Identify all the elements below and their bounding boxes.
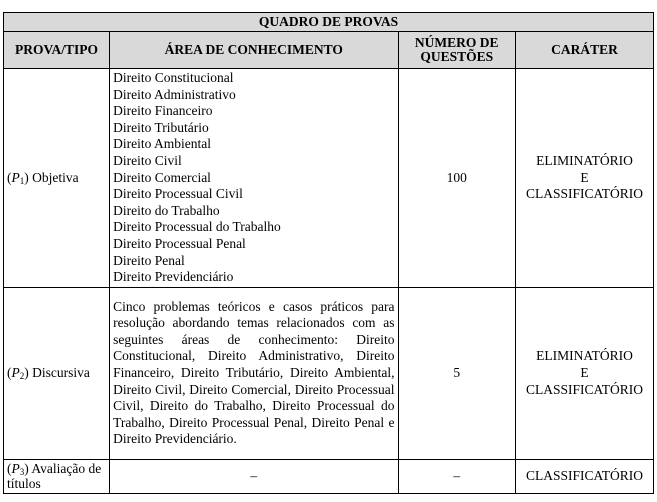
header-carater: CARÁTER	[515, 32, 653, 69]
prova-p: P	[11, 461, 20, 477]
header-area: ÁREA DE CONHECIMENTO	[110, 32, 398, 69]
list-item: Direito do Trabalho	[113, 202, 220, 218]
list-item: Direito Processual Civil	[113, 186, 243, 202]
carater-cell: ELIMINATÓRIO E CLASSIFICATÓRIO	[515, 287, 653, 459]
table-title: QUADRO DE PROVAS	[4, 13, 654, 32]
list-item: Direito Administrativo	[113, 86, 236, 102]
header-row	[4, 32, 654, 69]
area-description-cell: Cinco problemas teóricos e casos práticos para resolução abordando temas relacionados com as seguintes áreas de conhecimento: Direito Constitucional, Direito Administrativo, Direito Financeiro, Direito Tributário, Direito Ambiental, Direito Civil, Direito Comercial, Direito Processual Civil, Direito do Trabalho, Direito Processual do Trabalho, Direito Processual Penal, Direito Penal e Direito Previdenciário.	[110, 287, 398, 459]
numero-cell: 5	[398, 287, 515, 459]
prova-tipo-label: ) Discursiva	[24, 364, 90, 380]
prova-tipo-label: ) Objetiva	[24, 169, 79, 185]
list-item: Direito Penal	[113, 252, 185, 268]
table-row	[4, 69, 654, 288]
header-numero-line1: NÚMERO DE	[414, 35, 499, 50]
list-item: Direito Tributário	[113, 119, 209, 135]
area-list-cell	[110, 69, 398, 288]
prova-tipo-cell: $(P_3)$ Avaliação de títulos	[4, 459, 110, 493]
prova-tipo-cell: $(P_2)$ Discursiva	[4, 287, 110, 459]
header-numero-line2: QUESTÕES	[420, 49, 494, 64]
prova-subscript: 1	[19, 175, 25, 186]
list-item: Direito Ambiental	[113, 136, 211, 152]
list-item: Direito Financeiro	[113, 103, 213, 119]
table-row	[4, 459, 654, 493]
list-item: Direito Constitucional	[113, 70, 234, 85]
prova-subscript: 2	[19, 370, 25, 381]
header-numero	[398, 32, 515, 69]
list-item: Direito Comercial	[113, 169, 211, 185]
carater-cell: CLASSIFICATÓRIO	[515, 459, 653, 493]
quadro-de-provas-table	[3, 12, 654, 494]
carater-cell: ELIMINATÓRIO E CLASSIFICATÓRIO	[515, 69, 653, 288]
list-item: Direito Previdenciário	[113, 269, 234, 285]
list-item: Direito Processual Penal	[113, 235, 246, 251]
numero-cell: 100	[398, 69, 515, 288]
prova-tipo-cell: $(P_1)$ Objetiva	[4, 69, 110, 288]
list-item: Direito Civil	[113, 152, 182, 168]
prova-p: P	[11, 364, 20, 380]
area-description-cell: –	[110, 459, 398, 493]
prova-subscript: 3	[19, 467, 25, 478]
prova-p: P	[11, 169, 20, 185]
numero-cell: –	[398, 459, 515, 493]
prova-tipo-label: ) Avaliação de títulos	[7, 461, 102, 492]
header-prova-tipo: PROVA/TIPO	[4, 32, 110, 69]
list-item: Direito Processual do Trabalho	[113, 219, 281, 235]
table-row	[4, 287, 654, 459]
